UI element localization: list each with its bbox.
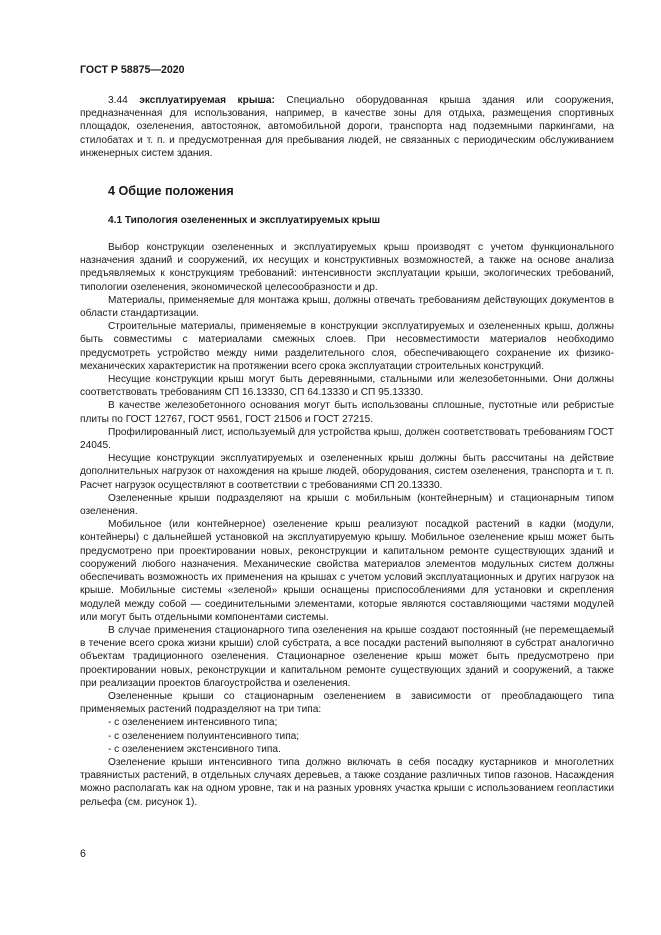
term-definition-text: Специально оборудованная крыша здания или сооружения, предназначенная для использования, например, в качестве зоны для отдыха, размещения спортивных площадок, озеленения, автостоянок, автомобильной дороги, транспорта над подземными паркингами, на стилобатах и т. п. и предусмотренная для пребывания людей, не связанных с периодическим обслуживанием инженерных систем здания. [80,95,614,159]
page-number: 6 [80,848,86,860]
paragraph: Строительные материалы, применяемые в конструкции эксплуатируемых и озелененных крыш, должны быть совместимы с материалами смежных слоев. При несовместимости материалов необходимо предусмотреть устройство между ними разделительного слоя, обеспечивающего сохранение их физико-механических характеристик на протяжении всего срока эксплуатации строительных конструкций. [80,321,614,372]
list-item: - с озеленением интенсивного типа; [108,717,278,729]
paragraph: Озеленение крыши интенсивного типа должно включать в себя посадку кустарников и многолетних травянистых растений, в отдельных случаях деревьев, а также создание различных типов газонов. Насаждения можно располагать как на одном уровне, так и на разных уровнях участка крыши с использованием геопластики рельефа (см. рисунок 1). [80,756,614,808]
paragraph: Несущие конструкции эксплуатируемых и озелененных крыш должны быть рассчитаны на действие дополнительных нагрузок от нахождения на крыше людей, оборудования, систем озеленения, транспорта и т. п. Расчет нагрузок осуществляют в соответствии с требованиями СП 20.13330. [80,453,614,491]
paragraph: В случае применения стационарного типа озеленения на крыше создают постоянный (не перемещаемый в течение всего срока жизни крыши) слой субстрата, а все посадки растений выполняют в субстрат аналогично объектам традиционного озеленения. Стационарное озеленение крыш может быть предусмотрено при проектировании новых, реконструкции и капитальном ремонте существующих зданий и сооружений, а также при реализации проектов благоустройства и озеленения. [80,624,614,689]
paragraph: Материалы, применяемые для монтажа крыш, должны отвечать требованиям действующих документов в области стандартизации. [80,294,614,320]
paragraph: Озелененные крыши подразделяют на крыши с мобильным (контейнерным) и стационарным типом озеленения. [80,492,614,518]
list-item: - с озеленением полуинтенсивного типа; [108,730,300,742]
term-definition [80,94,614,160]
document-header: ГОСТ Р 58875—2020 [80,64,185,76]
paragraph: Несущие конструкции крыш могут быть деревянными, стальными или железобетонными. Они должны соответствовать требованиям СП 16.13330, СП 64.13330 и СП 95.13330. [80,374,614,399]
paragraph: Выбор конструкции озелененных и эксплуатируемых крыш производят с учетом функционального назначения зданий и сооружений, их несущих и конструктивных возможностей, а также на основе анализа предъявляемых к конструкциям требований: интенсивности эксплуатации крыши, экологических требований, типологии озеленения, экономической целесообразности и др. [80,242,614,293]
paragraph: Мобильное (или контейнерное) озеленение крыш реализуют посадкой растений в кадки (модули, контейнеры) с дальнейшей установкой на эксплуатируемую крышу. Мобильное озеленение крыш может быть предусмотрено при проектировании новых, реконструкции и капитальном ремонте существующих зданий и сооружений любого назначения. Механические свойства материалов элементов модульных систем должны обеспечивать возможность их применения на крышах с учетом условий эксплуатационных и других нагрузок на крыше. Мобильные системы «зеленой» крыши оснащены приспособлениями для установки и скрепления модулей между собой — соединительными элементами, которые являются составляющими частями модулей или могут быть отдельными компонентами системы. [80,519,614,623]
subsection-title: 4.1 Типология озелененных и эксплуатируемых крыш [108,215,381,227]
term-name: эксплуатируемая крыша: [139,95,275,106]
paragraph: В качестве железобетонного основания могут быть использованы сплошные, пустотные или ребристые плиты по ГОСТ 12767, ГОСТ 9561, ГОСТ 21506 и ГОСТ 27215. [80,400,614,425]
paragraph: Профилированный лист, используемый для устройства крыш, должен соответствовать требованиям ГОСТ 24045. [80,426,614,452]
term-number: 3.44 [108,95,128,106]
paragraph: Озелененные крыши со стационарным озеленением в зависимости от преобладающего типа применяемых растений подразделяют на три типа: [80,690,614,716]
type-list [80,716,614,756]
section-title: 4 Общие положения [108,184,234,199]
list-item: - с озеленением экстенсивного типа. [108,743,281,755]
document-body [80,94,614,809]
